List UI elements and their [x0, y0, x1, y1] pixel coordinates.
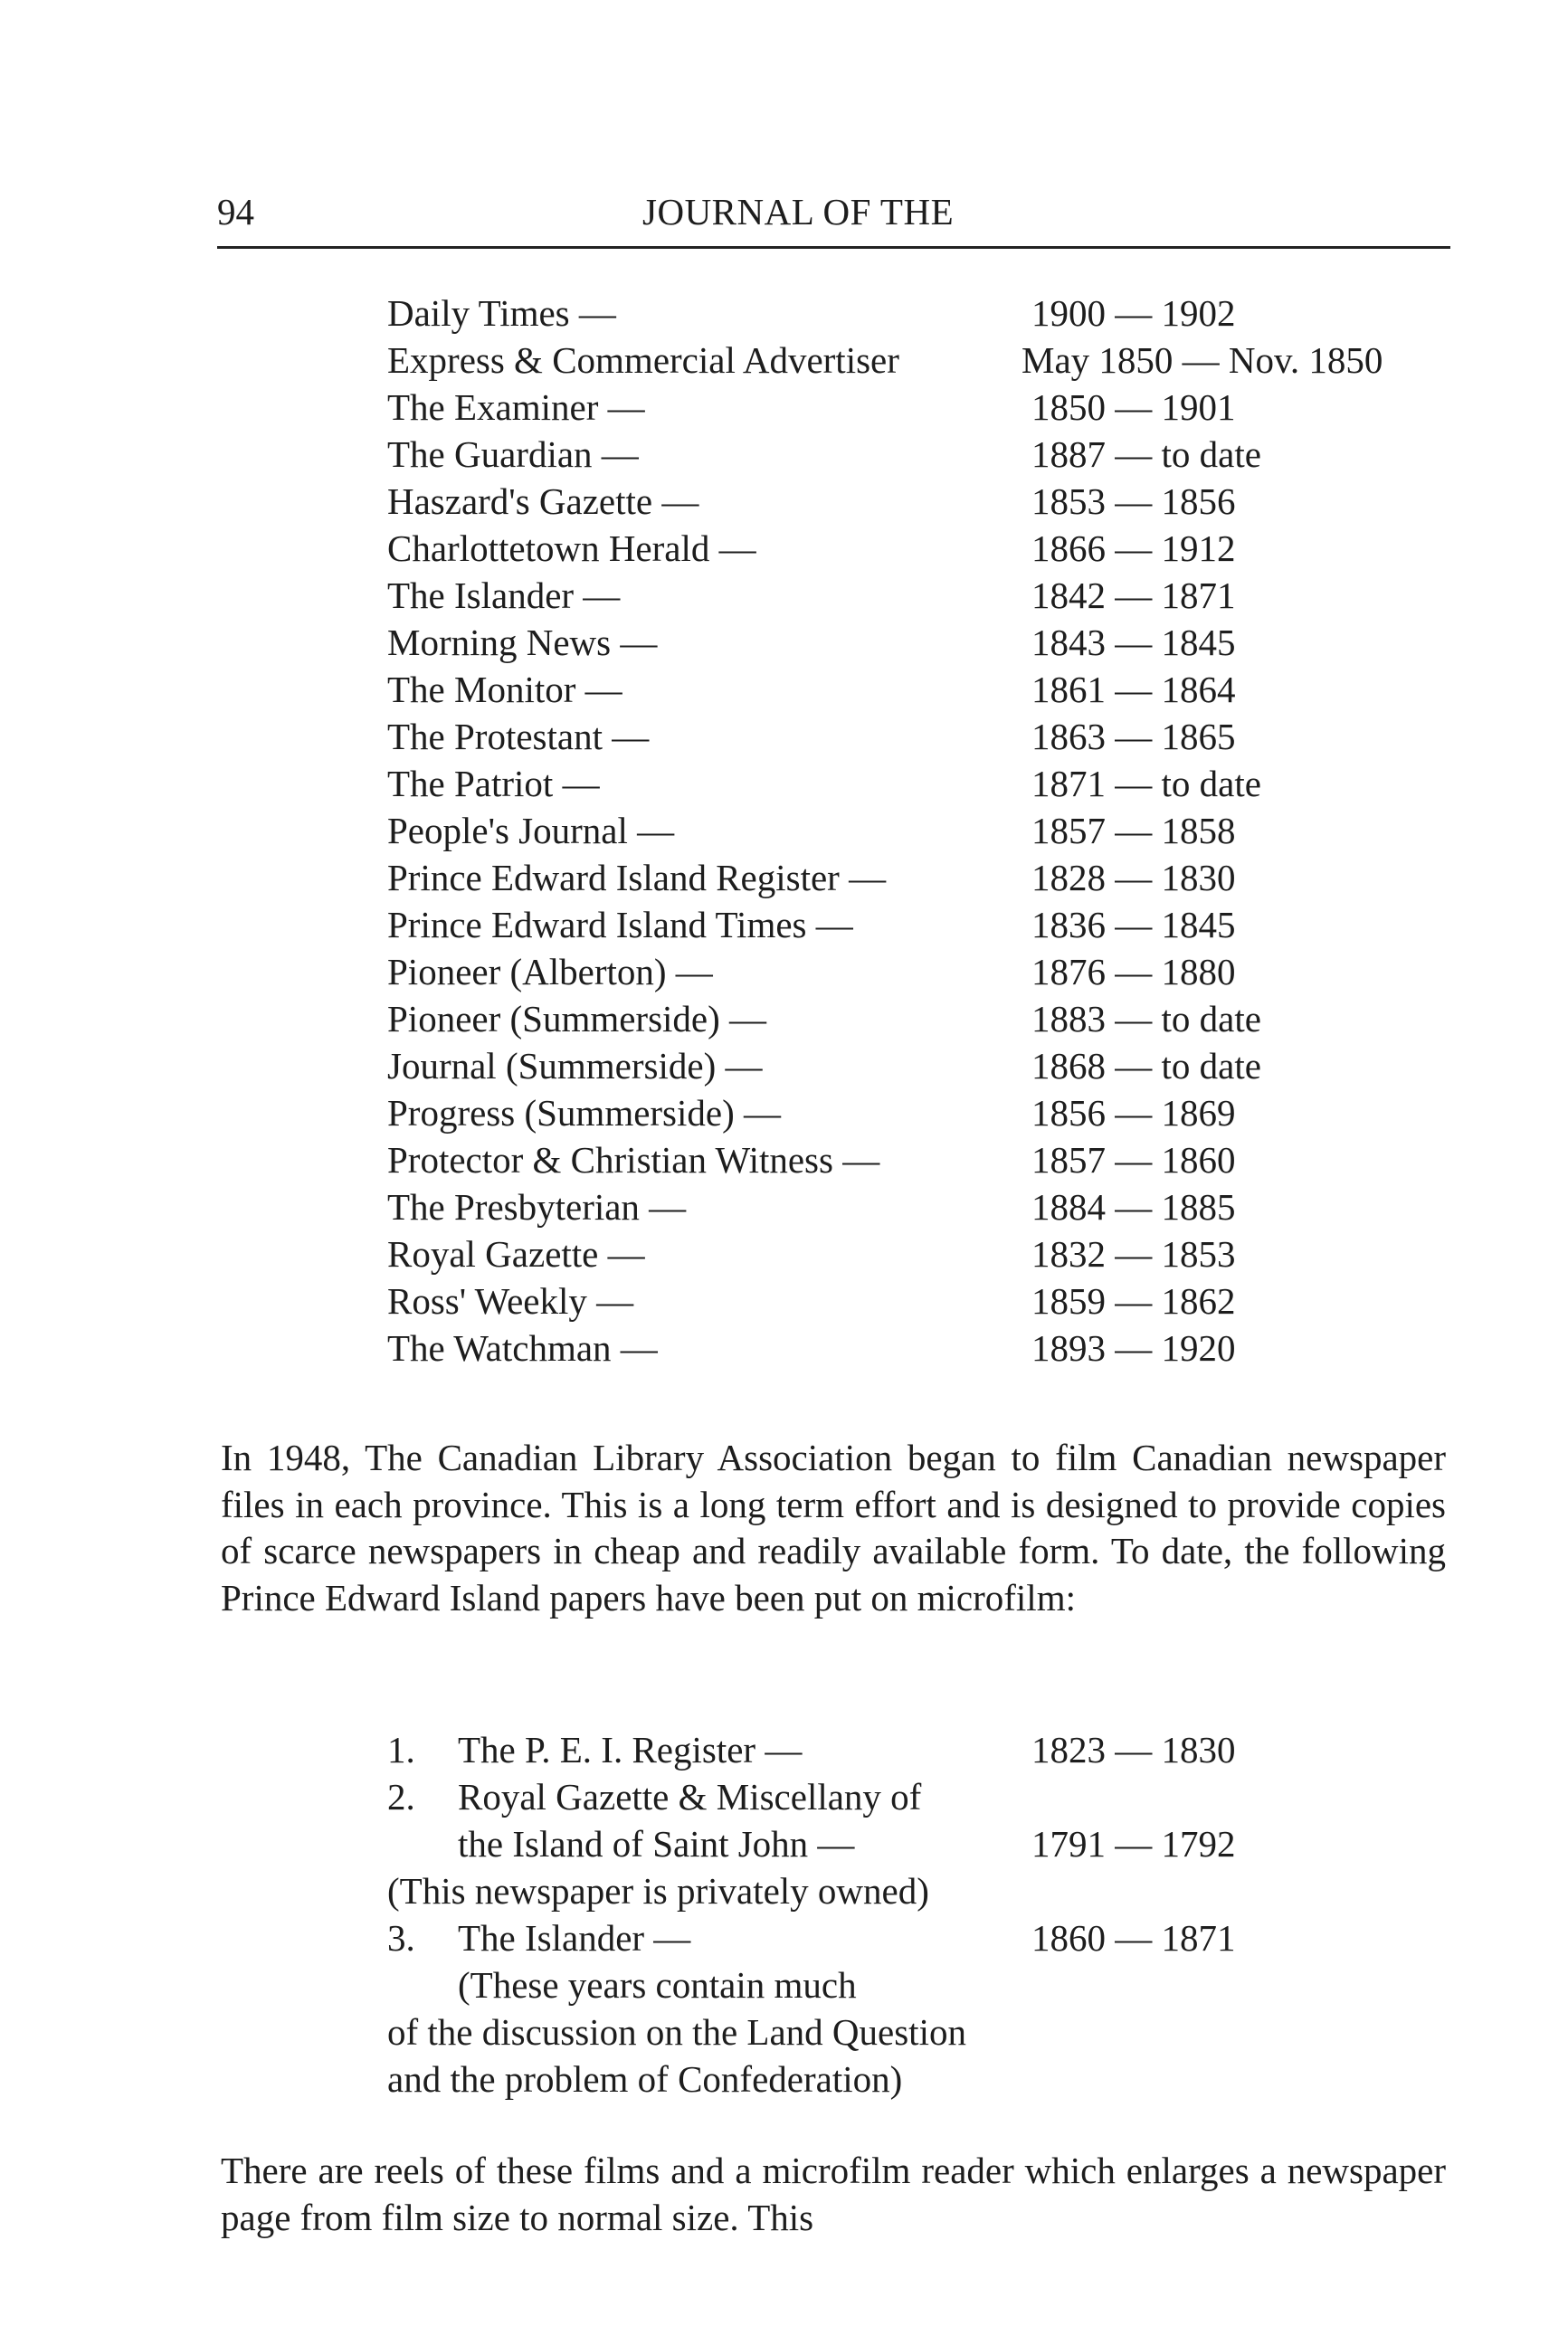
newspaper-dates: 1859 — 1862 — [1031, 1280, 1236, 1322]
newspaper-row — [387, 527, 1473, 574]
newspaper-dates: May 1850 — Nov. 1850 — [1022, 339, 1383, 381]
closing-paragraph: There are reels of these films and a microfilm reader which enlarges a newspaper page from film size to normal size. This — [221, 2150, 1446, 2238]
newspaper-dates: 1876 — 1880 — [1031, 951, 1236, 992]
newspaper-name: Morning News — — [387, 622, 658, 663]
newspaper-dates: 1900 — 1902 — [1031, 292, 1236, 334]
newspaper-name: Prince Edward Island Register — — [387, 857, 887, 898]
newspaper-dates: 1866 — 1912 — [1031, 527, 1236, 569]
newspaper-name: The Islander — — [387, 574, 621, 616]
newspaper-dates: 1863 — 1865 — [1031, 716, 1236, 757]
newspaper-dates: 1850 — 1901 — [1031, 386, 1236, 428]
newspaper-row — [387, 291, 1473, 338]
newspaper-row — [387, 1138, 1473, 1185]
newspaper-row — [387, 1044, 1473, 1091]
newspaper-row — [387, 950, 1473, 997]
newspaper-name: Prince Edward Island Times — — [387, 904, 853, 945]
intro-paragraph: In 1948, The Canadian Library Association began to film Canadian newspaper files in each province. This is a long term effort and is designed to provide copies of scarce newspapers in cheap and readily available form. To date, the following Prince Edward Island papers have been put on microfilm: — [221, 1437, 1446, 1619]
newspaper-row — [387, 668, 1473, 715]
newspaper-row — [387, 479, 1473, 527]
item-note: of the discussion on the Land Question — [387, 2011, 966, 2053]
newspaper-row — [387, 903, 1473, 950]
item-dates: 1860 — 1871 — [1031, 1917, 1236, 1959]
newspaper-dates: 1861 — 1864 — [1031, 669, 1236, 710]
newspaper-row — [387, 762, 1473, 809]
newspaper-dates: 1857 — 1858 — [1031, 810, 1236, 851]
newspaper-name: Progress (Summerside) — — [387, 1092, 782, 1134]
newspaper-row — [387, 997, 1473, 1044]
newspaper-dates: 1893 — 1920 — [1031, 1327, 1236, 1369]
newspaper-row — [387, 574, 1473, 621]
newspaper-dates: 1836 — 1845 — [1031, 904, 1236, 945]
newspaper-dates: 1887 — to date — [1031, 433, 1261, 475]
newspaper-name: Pioneer (Summerside) — — [387, 998, 767, 1040]
page-header — [217, 190, 1450, 249]
newspaper-name: Protector & Christian Witness — — [387, 1139, 880, 1181]
newspaper-row — [387, 715, 1473, 762]
newspaper-name: The Examiner — — [387, 386, 645, 428]
newspaper-dates: 1871 — to date — [1031, 763, 1261, 804]
item-number: 1. — [387, 1729, 415, 1771]
newspaper-dates: 1883 — to date — [1031, 998, 1261, 1040]
newspaper-name: Charlottetown Herald — — [387, 527, 756, 569]
newspaper-row — [387, 1279, 1473, 1326]
newspaper-row — [387, 809, 1473, 856]
newspaper-dates: 1853 — 1856 — [1031, 480, 1236, 522]
newspaper-dates: 1884 — 1885 — [1031, 1186, 1236, 1228]
newspaper-row — [387, 1185, 1473, 1232]
newspaper-row — [387, 1232, 1473, 1279]
newspaper-name: The Presbyterian — — [387, 1186, 687, 1228]
newspaper-row — [387, 856, 1473, 903]
newspaper-dates: 1868 — to date — [1031, 1045, 1261, 1087]
item-dates: 1791 — 1792 — [1031, 1823, 1236, 1865]
newspaper-name: Express & Commercial Advertiser — [387, 339, 899, 381]
newspaper-row — [387, 385, 1473, 432]
item-dates: 1823 — 1830 — [1031, 1729, 1236, 1771]
item-title: the Island of Saint John — — [458, 1823, 855, 1865]
item-note: (This newspaper is privately owned) — [387, 1870, 929, 1912]
item-number: 2. — [387, 1776, 415, 1818]
newspaper-dates: 1856 — 1869 — [1031, 1092, 1236, 1134]
item-title: The P. E. I. Register — — [458, 1729, 803, 1771]
newspaper-dates: 1842 — 1871 — [1031, 574, 1236, 616]
newspaper-row — [387, 338, 1473, 385]
newspaper-name: Journal (Summerside) — — [387, 1045, 763, 1087]
newspaper-dates: 1828 — 1830 — [1031, 857, 1236, 898]
newspaper-name: People's Journal — — [387, 810, 675, 851]
newspaper-name: Haszard's Gazette — — [387, 480, 699, 522]
newspaper-name: The Patriot — — [387, 763, 600, 804]
newspaper-dates: 1832 — 1853 — [1031, 1233, 1236, 1275]
item-title: The Islander — — [458, 1917, 691, 1959]
newspaper-row — [387, 1326, 1473, 1373]
newspaper-row — [387, 432, 1473, 479]
newspaper-row — [387, 621, 1473, 668]
newspaper-name: The Guardian — — [387, 433, 639, 475]
newspaper-dates: 1843 — 1845 — [1031, 622, 1236, 663]
newspaper-name: The Monitor — — [387, 669, 622, 710]
page-number: 94 — [217, 191, 254, 233]
item-note: and the problem of Confederation) — [387, 2058, 903, 2100]
newspaper-name: The Watchman — — [387, 1327, 658, 1369]
newspaper-name: Ross' Weekly — — [387, 1280, 634, 1322]
newspaper-dates: 1857 — 1860 — [1031, 1139, 1236, 1181]
item-title: Royal Gazette & Miscellany of — [458, 1776, 922, 1818]
newspaper-row — [387, 1091, 1473, 1138]
newspaper-name: Pioneer (Alberton) — — [387, 951, 713, 992]
newspaper-name: Royal Gazette — — [387, 1233, 645, 1275]
newspaper-name: The Protestant — — [387, 716, 650, 757]
newspaper-name: Daily Times — — [387, 292, 616, 334]
running-head: JOURNAL OF THE — [642, 191, 955, 233]
item-note: (These years contain much — [458, 1964, 857, 2006]
item-number: 3. — [387, 1917, 415, 1959]
